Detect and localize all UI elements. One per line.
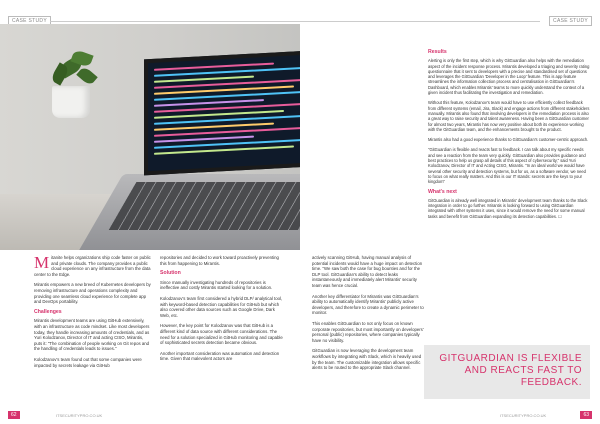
paragraph: Since manually investigating hundreds of repositories is ineffective and costly Mirantis started looking for a solution. [160, 279, 273, 291]
paragraph: Mirantis empowers a new breed of Kubernetes developers by removing infrastructure and operations complexity and providing one seamless cloud experience for complete app and DevOps portability. [34, 282, 151, 305]
header-rule [300, 21, 540, 22]
footer-url: ITSECURITYPRO.CO.UK [56, 413, 103, 418]
whats-next-heading: What's next [428, 188, 457, 195]
right-column-1 [312, 255, 424, 376]
section-tag: CASE STUDY [549, 16, 592, 26]
paragraph: actively scanning GitHub, having manual analysis of potential incidents would have a huge impact on detection time. "We saw both the case for bug bounties and for the DLP tool. GitGuardian's ability to detect leaks instantaneously and immediately alert Mirantis' security team was hence crucial. [312, 255, 423, 288]
section-tag: CASE STUDY [8, 16, 51, 26]
paragraph: Alerting is only the first step, which is why GitGuardian also helps with the remediation aspect of the incident response process. Mirantis developed a triaging and severity rating questionnaire that it sent to developers with a precise and standardised set of questions and leverages the GitGuardian 'Developer in the Loop' feature. This is app feature streamlines the information collection process and centralisation in GitGuardian's Dashboard, which enables Mirantis' teams to more quickly understand the context of a given incident thus facilitating the investigation and remediation. [428, 58, 590, 96]
dropcap: M [34, 253, 50, 272]
challenges-heading: Challenges [34, 308, 62, 315]
quote-paragraph: "GitGuardian is flexible and reacts fast to feedback. I can talk about my specific needs and see a reaction from the team very quickly. GitGuardian also provides guidance and best practices to help us grasp all details of this aspect of cybersecurity," said Yuri Kolodzanov, Director of IT and Acting CISO, Mirantis. "In an ideal world we would have several other security and detection systems, but for us, as a software vendor, we need to focus on what really matters. And this is our IT stands: secrets are the keys to your kingdom" [428, 147, 586, 185]
paragraph: repositories and decided to work toward proactively preventing this from happening to Mirantis. [160, 255, 279, 266]
plant-pot [52, 86, 90, 118]
intro-paragraph: itanite helps organizations ship code faster on public and private clouds. The company provides a public cloud experience on any infrastructure from the data center to the Edge. [34, 255, 151, 277]
paragraph: GitGuardian is now leveraging the development team workflows by integrating with Slack, which is heavily used by the team. The customizable integration allows specific alerts to be routed to the appropriate Slack channel. [312, 348, 422, 371]
paragraph: Kolodzanov's team found out that some companies were impacted by secrets leakage via GitHub [34, 356, 142, 368]
paragraph: GitGuardian is already well integrated in Mirantis' development team thanks to the Slack integration in order to go further. Mirantis is looking forward to using GitGuardian integrated with other systems it uses, since it would remove the need for some manual tasks and benefit from GitGuardian expanding its detection capabilities. ☐ [428, 197, 588, 219]
paragraph: Without this feature, Kolodzanov's team would have to use efficiently collect feedback from different systems (email, Jira, Slack) and engage actions from different stakeholders manually. Mirantis also found that involving developers in the remediation process is also a great way to raise security and talent awareness. Having been a GitGuardian customer for almost two years, Mirantis has now very positive about both its experience working with the GitGuardian team, and the enhancements brought to the product. [428, 100, 590, 132]
left-column-1 [34, 255, 152, 373]
pull-quote: GITGUARDIAN IS FLEXIBLE AND REACTS FAST TO FEEDBACK. [424, 345, 590, 399]
footer-url: ITSECURITYPRO.CO.UK [500, 413, 547, 418]
laptop-screen [144, 49, 300, 176]
right-page [300, 0, 600, 424]
left-column-2 [160, 255, 286, 367]
page-number: 62 [8, 411, 20, 419]
page-number: 63 [580, 411, 592, 419]
paragraph: This enables GitGuardian to not only focus on known corporate repositories, but most importantly on developers' personal (public) repositories, where companies typically have no visibility. [312, 320, 424, 343]
paragraph: However, the key point for Kolodzanov was that GitHub is a different kind of data source with different considerations. The need for a solution specialized in GitHub monitoring and capable of sophisticated secrets detection became obvious. [160, 323, 283, 346]
right-column-2 [428, 46, 590, 224]
paragraph: Another important consideration was automation and detection time. Given that malevolent actors are [160, 350, 280, 362]
paragraph: Mirantis development teams are using GitHub extensively, with an infrastructure as code mindset. Like most developers today, they handle increasing amounts of credentials, and as Yuri Kolodzanov, Director of IT and acting CISO, Mirantis, puts it: "The combination of people working on Git repos and the handling of credentials leads to issues." [34, 318, 150, 352]
header-photo [0, 24, 300, 250]
paragraph: Mirantis also had a good experience thanks to GitGuardian's customer-centric approach. [428, 137, 589, 143]
solution-heading: Solution [160, 270, 181, 277]
keyboard-keys [109, 182, 300, 230]
paragraph: Kolodzanov's team first considered a hybrid DLP/ analytical tool, with keyword-based detection capabilities for GitHub but which also covered other data sources such as Google Drive, Dark Web, etc. [160, 295, 283, 318]
paragraph: Another key differentiator for Mirantis was GitGuardian's ability to automatically identify Mirantis' publicly active developers, and therefore to create a dynamic perimeter to monitor. [312, 293, 424, 316]
header-rule [50, 21, 300, 22]
results-heading: Results [428, 49, 447, 55]
